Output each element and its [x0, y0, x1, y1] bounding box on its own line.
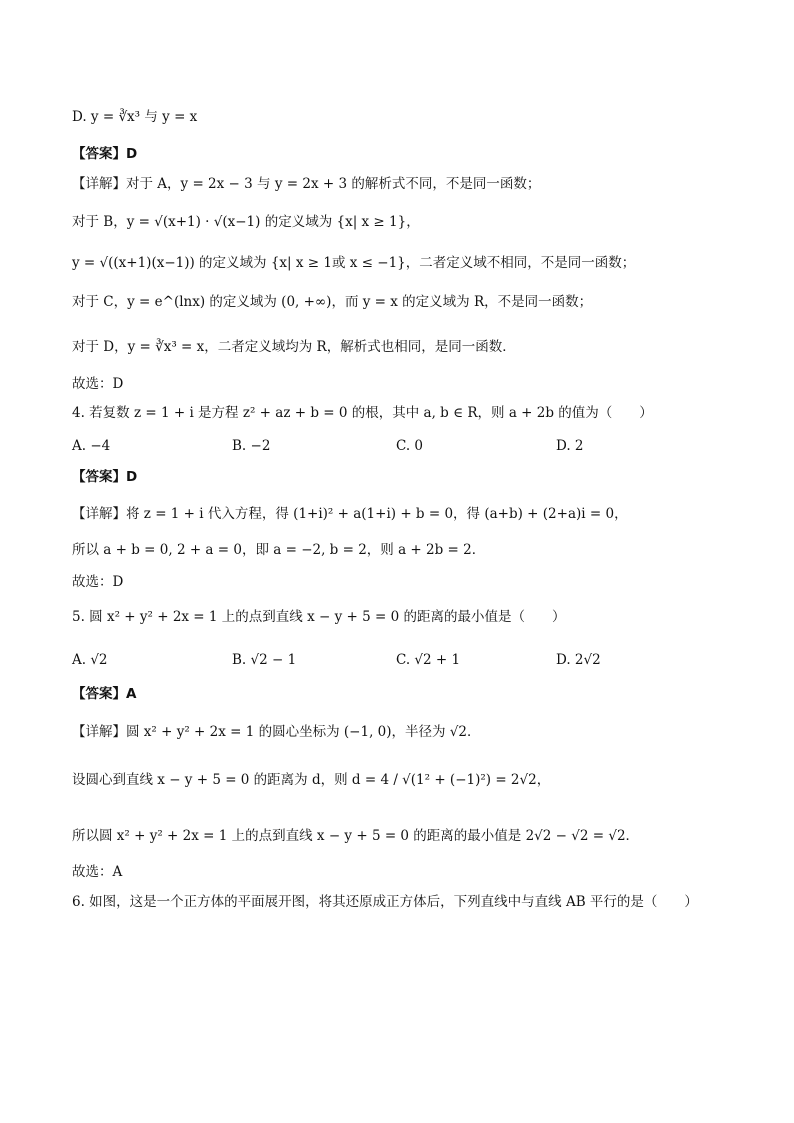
choice-result: 故选：A [72, 864, 123, 880]
q4-option-b: B. −2 [232, 438, 271, 454]
question-4: 4. 若复数 z = 1 + i 是方程 z² + az + b = 0 的根，其中 a, b ∈ R，则 a + 2b 的值为（ ） [72, 405, 653, 421]
explanation-b: 对于 B，y = √(x+1) · √(x−1) 的定义域为 {x| x ≥ 1}， [72, 214, 420, 230]
q5-option-b: B. √2 − 1 [232, 652, 297, 668]
explanation-q5-2: 设圆心到直线 x − y + 5 = 0 的距离为 d，则 d = 4 / √(1² + (−1)²) = 2√2， [72, 772, 551, 788]
choice-result: 故选：D [72, 376, 124, 392]
explanation-q4-2: 所以 a + b = 0, 2 + a = 0，即 a = −2, b = 2，则 a + 2b = 2． [72, 542, 486, 558]
question-5: 5. 圆 x² + y² + 2x = 1 上的点到直线 x − y + 5 = 0 的距离的最小值是（ ） [72, 609, 566, 625]
explanation-a: 【详解】对于 A，y = 2x − 3 与 y = 2x + 3 的解析式不同，不是同一函数； [72, 176, 541, 192]
choice-result: 故选：D [72, 574, 124, 590]
answer-label: 【答案】D [72, 146, 138, 162]
explanation-q4-1: 【详解】将 z = 1 + i 代入方程，得 (1+i)² + a(1+i) + b = 0，得 (a+b) + (2+a)i = 0， [72, 506, 628, 522]
explanation-b-cont: y = √((x+1)(x−1)) 的定义域为 {x| x ≥ 1或 x ≤ −1}，二者定义域不相同，不是同一函数； [72, 255, 636, 271]
q4-option-a: A. −4 [72, 438, 111, 454]
explanation-d: 对于 D，y = ∛x³ = x，二者定义域均为 R，解析式也相同，是同一函数． [72, 339, 516, 355]
explanation-q5-3: 所以圆 x² + y² + 2x = 1 上的点到直线 x − y + 5 = 0 的距离的最小值是 2√2 − √2 = √2． [72, 828, 640, 844]
q4-option-d: D. 2 [556, 438, 584, 454]
q4-option-c: C. 0 [396, 438, 424, 454]
explanation-c: 对于 C，y = e^(lnx) 的定义域为 (0, +∞)，而 y = x 的定义域为 R，不是同一函数； [72, 294, 593, 310]
question-6: 6. 如图，这是一个正方体的平面展开图，将其还原成正方体后，下列直线中与直线 AB 平行的是（ ） [72, 894, 698, 910]
q5-option-c: C. √2 + 1 [396, 652, 461, 668]
answer-label: 【答案】A [72, 686, 137, 702]
answer-label: 【答案】D [72, 469, 138, 485]
explanation-q5-1: 【详解】圆 x² + y² + 2x = 1 的圆心坐标为 (−1, 0)，半径为 √2． [72, 724, 481, 740]
option-d-line: D. y = ∛x³ 与 y = x [72, 109, 198, 125]
q5-option-d: D. 2√2 [556, 652, 601, 668]
q5-option-a: A. √2 [72, 652, 108, 668]
